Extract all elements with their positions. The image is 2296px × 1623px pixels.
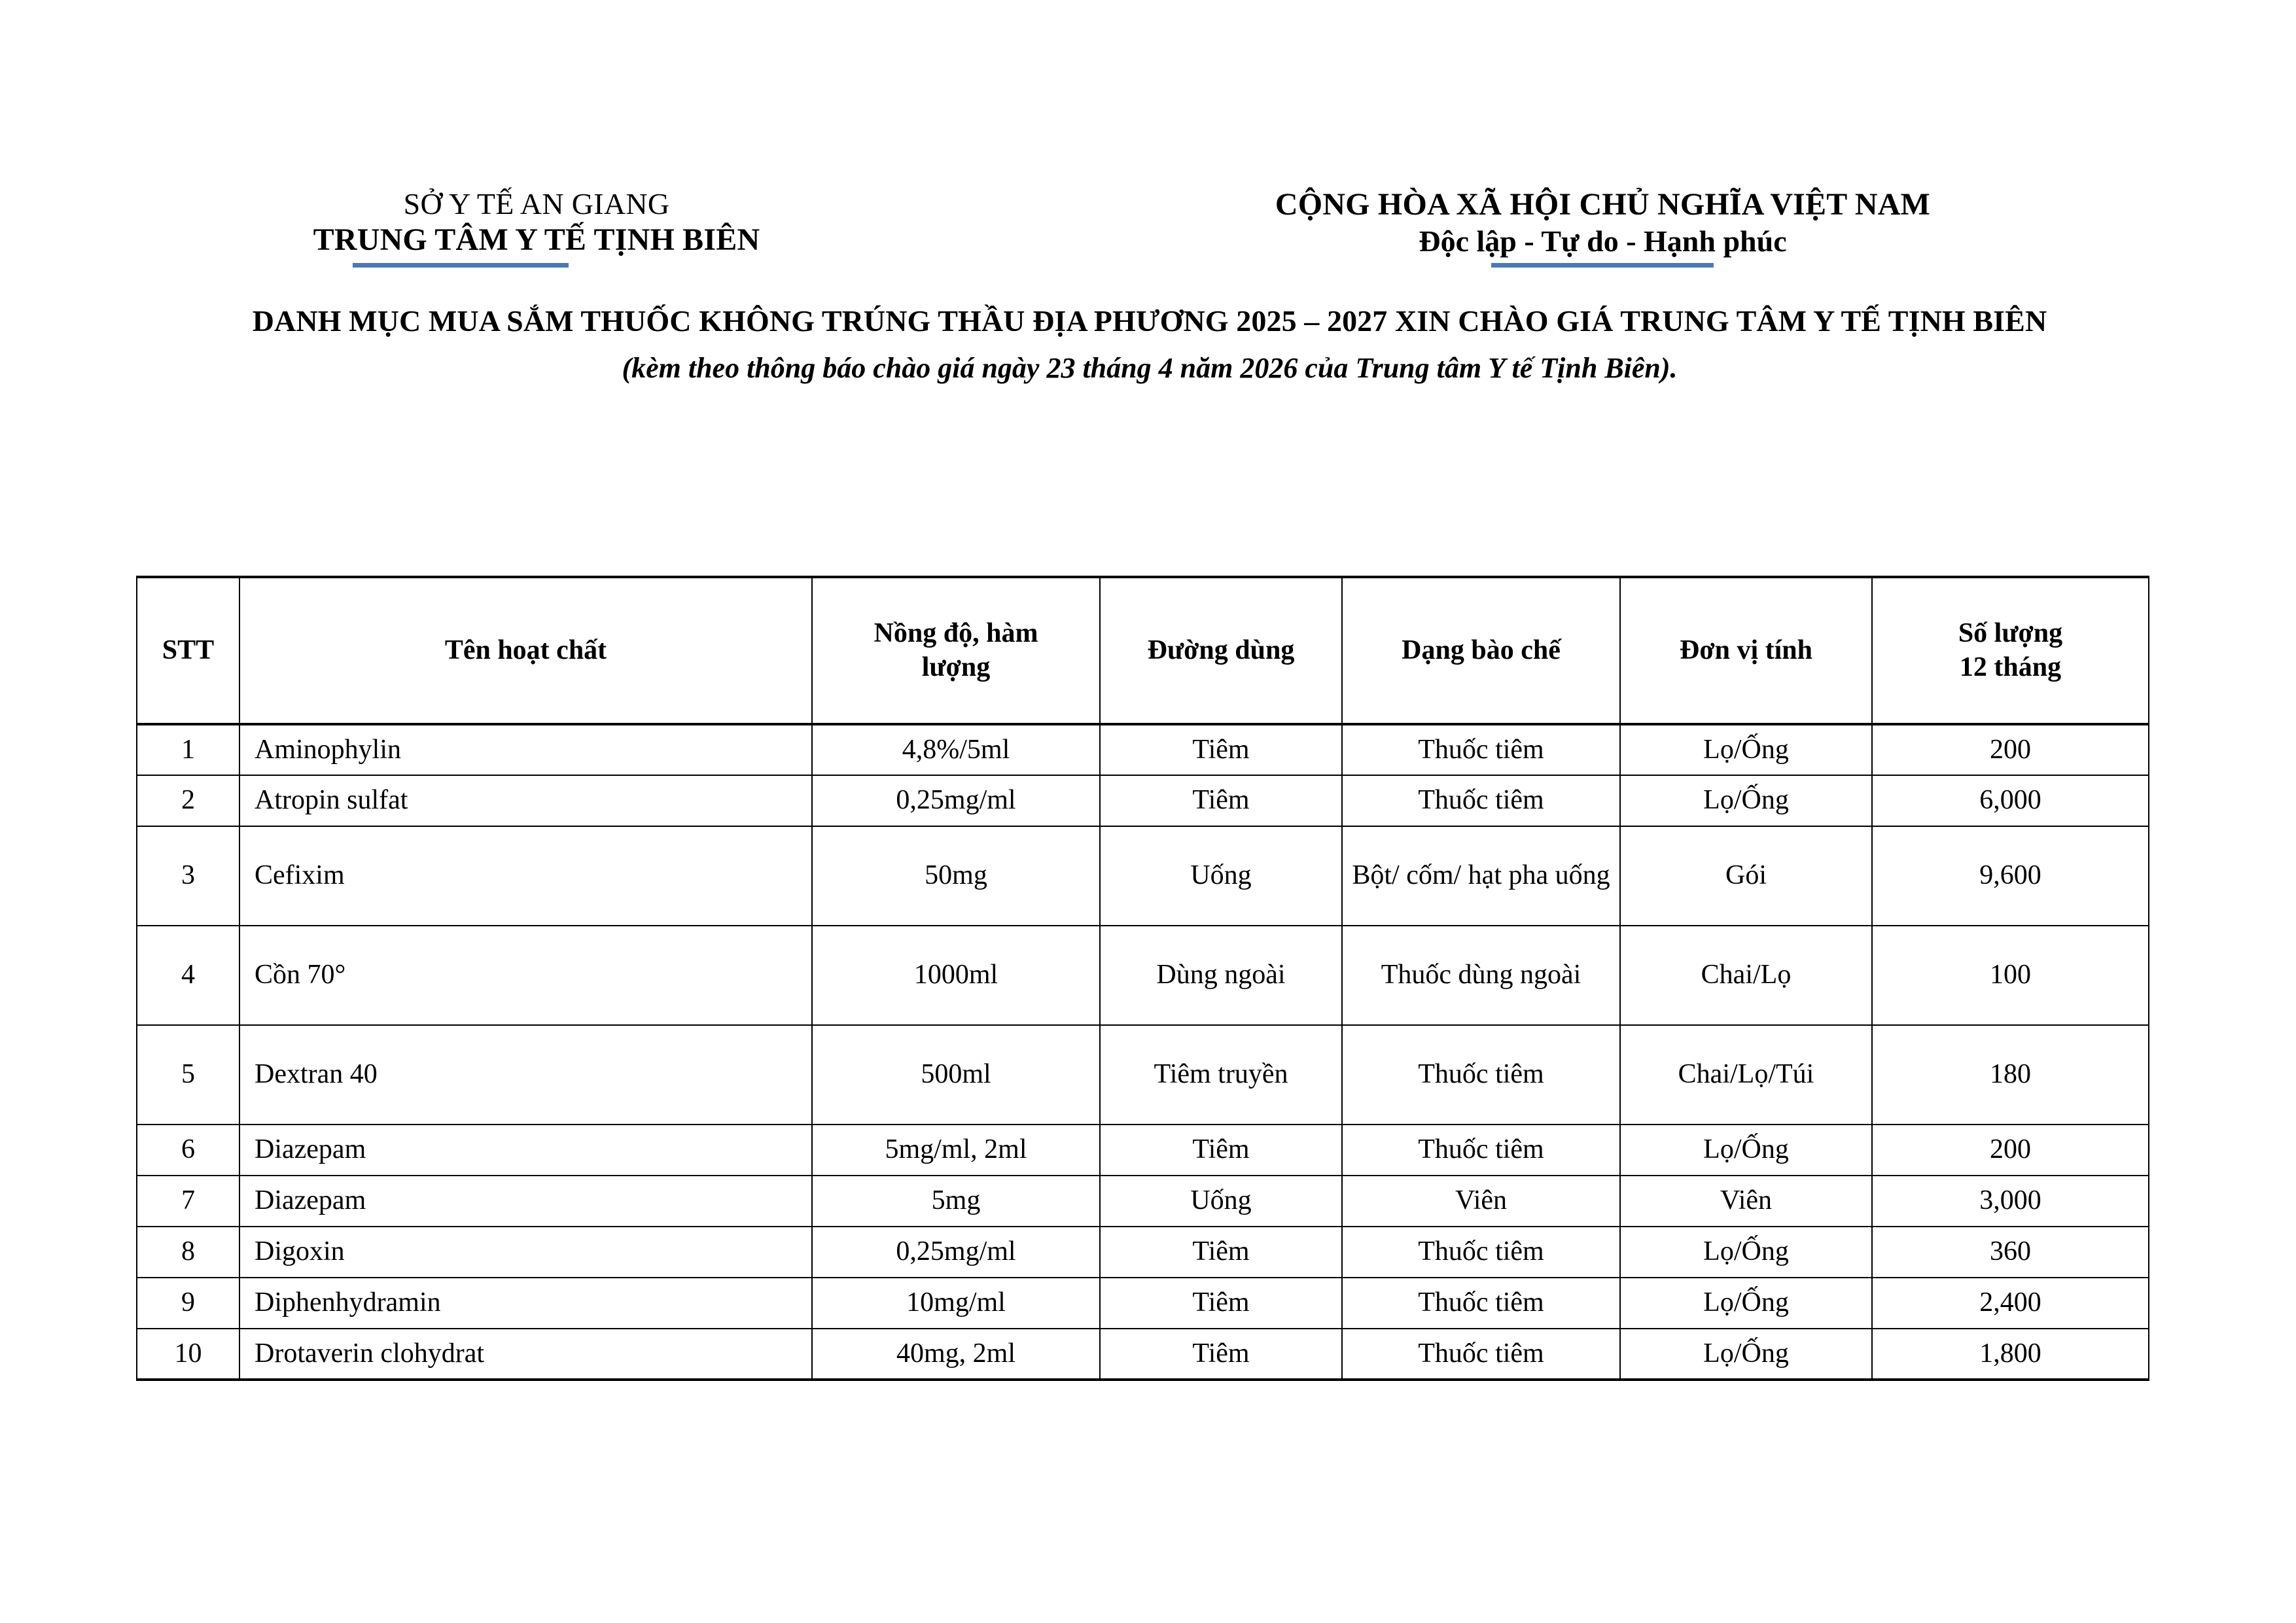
national-motto-text: Độc lập - Tự do - Hạnh phúc bbox=[1419, 224, 1787, 258]
cell-concentration: 0,25mg/ml bbox=[812, 1227, 1100, 1278]
table-row bbox=[137, 775, 2149, 826]
cell-name: Diazepam bbox=[239, 1176, 812, 1227]
cell-concentration: 50mg bbox=[812, 826, 1100, 926]
cell-quantity: 360 bbox=[1872, 1227, 2149, 1278]
header-national-motto bbox=[1073, 186, 2296, 268]
cell-quantity: 6,000 bbox=[1872, 775, 2149, 826]
page-title: DANH MỤC MUA SẮM THUỐC KHÔNG TRÚNG THẦU ĐỊA PHƯƠNG 2025 – 2027 XIN CHÀO GIÁ TRUNG TÂM Y TẾ TỊNH BIÊN bbox=[252, 304, 2047, 338]
cell-stt: 2 bbox=[137, 775, 239, 826]
cell-form: Thuốc tiêm bbox=[1342, 724, 1620, 775]
cell-stt: 3 bbox=[137, 826, 239, 926]
cell-concentration: 5mg bbox=[812, 1176, 1100, 1227]
cell-unit: Lọ/Ống bbox=[1620, 1125, 1872, 1176]
cell-form: Thuốc dùng ngoài bbox=[1342, 926, 1620, 1025]
cell-quantity: 200 bbox=[1872, 1125, 2149, 1176]
cell-concentration: 10mg/ml bbox=[812, 1278, 1100, 1329]
cell-concentration: 1000ml bbox=[812, 926, 1100, 1025]
cell-form: Viên bbox=[1342, 1176, 1620, 1227]
table-row bbox=[137, 1125, 2149, 1176]
table-row bbox=[137, 1227, 2149, 1278]
cell-stt: 7 bbox=[137, 1176, 239, 1227]
cell-unit: Lọ/Ống bbox=[1620, 724, 1872, 775]
cell-form: Bột/ cốm/ hạt pha uống bbox=[1342, 826, 1620, 926]
cell-route: Tiêm bbox=[1100, 1227, 1342, 1278]
cell-route: Uống bbox=[1100, 1176, 1342, 1227]
cell-unit: Lọ/Ống bbox=[1620, 1329, 1872, 1380]
drug-list-table-container bbox=[136, 576, 2148, 1381]
cell-concentration: 500ml bbox=[812, 1025, 1100, 1125]
column-header-stt: STT bbox=[137, 577, 239, 724]
cell-stt: 1 bbox=[137, 724, 239, 775]
cell-route: Tiêm bbox=[1100, 1278, 1342, 1329]
national-motto bbox=[1419, 224, 1786, 268]
cell-form: Thuốc tiêm bbox=[1342, 1227, 1620, 1278]
cell-concentration: 0,25mg/ml bbox=[812, 775, 1100, 826]
cell-route: Tiêm truyền bbox=[1100, 1025, 1342, 1125]
header-rule-right bbox=[1491, 263, 1714, 268]
column-header-route: Đường dùng bbox=[1100, 577, 1342, 724]
country-name: CỘNG HÒA XÃ HỘI CHỦ NGHĨA VIỆT NAM bbox=[1275, 187, 1931, 222]
table-row bbox=[137, 1176, 2149, 1227]
cell-unit: Viên bbox=[1620, 1176, 1872, 1227]
cell-quantity: 100 bbox=[1872, 926, 2149, 1025]
header-rule-left bbox=[353, 263, 569, 268]
document-header bbox=[0, 0, 2296, 268]
cell-name: Dextran 40 bbox=[239, 1025, 812, 1125]
page-subtitle: (kèm theo thông báo chào giá ngày 23 tháng 4 năm 2026 của Trung tâm Y tế Tịnh Biên). bbox=[622, 351, 1678, 384]
cell-concentration: 40mg, 2ml bbox=[812, 1329, 1100, 1380]
cell-quantity: 180 bbox=[1872, 1025, 2149, 1125]
cell-name: Aminophylin bbox=[239, 724, 812, 775]
cell-route: Tiêm bbox=[1100, 775, 1342, 826]
cell-route: Uống bbox=[1100, 826, 1342, 926]
cell-route: Tiêm bbox=[1100, 724, 1342, 775]
cell-form: Thuốc tiêm bbox=[1342, 1278, 1620, 1329]
cell-stt: 6 bbox=[137, 1125, 239, 1176]
column-header-quantity-line2: 12 tháng bbox=[1959, 652, 2062, 682]
cell-stt: 4 bbox=[137, 926, 239, 1025]
drug-list-table bbox=[136, 576, 2149, 1381]
cell-name: Atropin sulfat bbox=[239, 775, 812, 826]
cell-name: Drotaverin clohydrat bbox=[239, 1329, 812, 1380]
cell-unit: Lọ/Ống bbox=[1620, 775, 1872, 826]
cell-quantity: 3,000 bbox=[1872, 1176, 2149, 1227]
cell-quantity: 1,800 bbox=[1872, 1329, 2149, 1380]
cell-unit: Chai/Lọ bbox=[1620, 926, 1872, 1025]
cell-stt: 9 bbox=[137, 1278, 239, 1329]
column-header-concentration-line1: Nồng độ, hàm bbox=[874, 618, 1038, 649]
medical-center-name bbox=[313, 222, 760, 268]
table-row bbox=[137, 1278, 2149, 1329]
column-header-concentration-line2: lượng bbox=[921, 652, 991, 682]
cell-form: Thuốc tiêm bbox=[1342, 1025, 1620, 1125]
province-health-department: SỞ Y TẾ AN GIANG bbox=[403, 187, 670, 220]
column-header-form: Dạng bào chế bbox=[1342, 577, 1620, 724]
table-row bbox=[137, 1025, 2149, 1125]
cell-concentration: 5mg/ml, 2ml bbox=[812, 1125, 1100, 1176]
title-block bbox=[0, 302, 2296, 386]
cell-unit: Chai/Lọ/Túi bbox=[1620, 1025, 1872, 1125]
cell-stt: 10 bbox=[137, 1329, 239, 1380]
cell-name: Digoxin bbox=[239, 1227, 812, 1278]
table-row bbox=[137, 826, 2149, 926]
cell-route: Tiêm bbox=[1100, 1329, 1342, 1380]
column-header-unit: Đơn vị tính bbox=[1620, 577, 1872, 724]
cell-route: Dùng ngoài bbox=[1100, 926, 1342, 1025]
table-row bbox=[137, 1329, 2149, 1380]
cell-form: Thuốc tiêm bbox=[1342, 1329, 1620, 1380]
table-row bbox=[137, 724, 2149, 775]
cell-form: Thuốc tiêm bbox=[1342, 775, 1620, 826]
table-header bbox=[137, 577, 2149, 724]
cell-name: Cồn 70° bbox=[239, 926, 812, 1025]
column-header-name: Tên hoạt chất bbox=[239, 577, 812, 724]
column-header-quantity bbox=[1872, 577, 2149, 724]
cell-name: Diphenhydramin bbox=[239, 1278, 812, 1329]
table-header-row bbox=[137, 577, 2149, 724]
cell-name: Diazepam bbox=[239, 1125, 812, 1176]
cell-form: Thuốc tiêm bbox=[1342, 1125, 1620, 1176]
header-issuing-authority bbox=[0, 186, 1073, 268]
cell-stt: 5 bbox=[137, 1025, 239, 1125]
cell-unit: Lọ/Ống bbox=[1620, 1278, 1872, 1329]
cell-concentration: 4,8%/5ml bbox=[812, 724, 1100, 775]
cell-unit: Lọ/Ống bbox=[1620, 1227, 1872, 1278]
cell-quantity: 9,600 bbox=[1872, 826, 2149, 926]
table-body bbox=[137, 724, 2149, 1380]
cell-stt: 8 bbox=[137, 1227, 239, 1278]
medical-center-name-text: TRUNG TÂM Y TẾ TỊNH BIÊN bbox=[313, 222, 760, 258]
cell-quantity: 200 bbox=[1872, 724, 2149, 775]
cell-quantity: 2,400 bbox=[1872, 1278, 2149, 1329]
column-header-concentration bbox=[812, 577, 1100, 724]
cell-unit: Gói bbox=[1620, 826, 1872, 926]
cell-name: Cefixim bbox=[239, 826, 812, 926]
column-header-quantity-line1: Số lượng bbox=[1958, 618, 2063, 649]
cell-route: Tiêm bbox=[1100, 1125, 1342, 1176]
table-row bbox=[137, 926, 2149, 1025]
